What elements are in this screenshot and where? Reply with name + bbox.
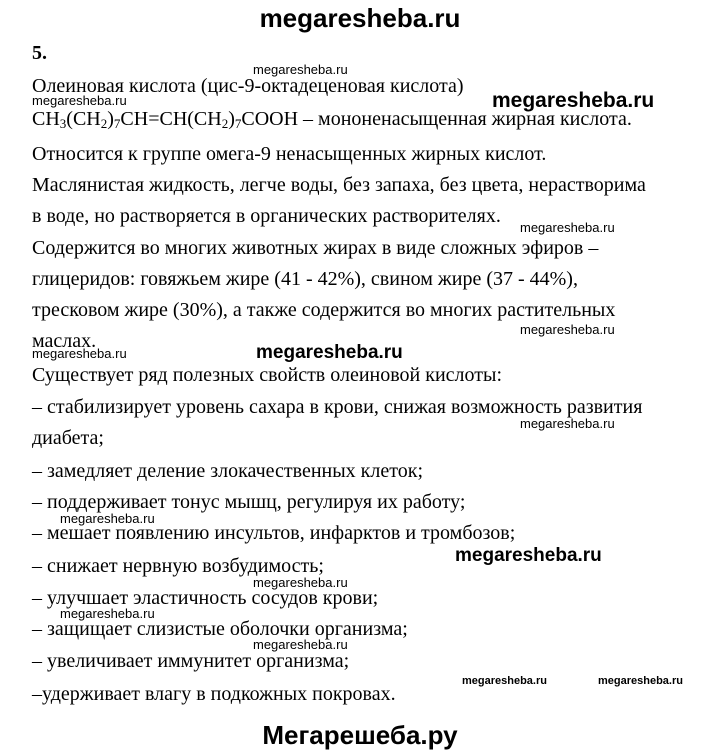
list-item: – мешает появлению инсультов, инфарктов и тромбозов; — [32, 522, 516, 544]
formula-part: CH — [32, 108, 60, 130]
watermark: megaresheba.ru — [60, 606, 155, 621]
watermark: megaresheba.ru — [492, 89, 655, 112]
watermark: megaresheba.ru — [256, 342, 403, 363]
list-item: – снижает нервную возбудимость; — [32, 555, 324, 577]
list-item: – улучшает эластичность сосудов крови; — [32, 587, 379, 609]
watermark: megaresheba.ru — [253, 575, 348, 590]
watermark: megaresheba.ru — [253, 637, 348, 652]
text-line: Содержится во многих животных жирах в виде сложных эфиров – — [32, 237, 599, 259]
text-line: тресковом жире (30%), а также содержится во многих растительных — [32, 299, 616, 321]
list-item: – защищает слизистые оболочки организма; — [32, 618, 408, 640]
text-line: Маслянистая жидкость, легче воды, без запаха, без цвета, нерастворима — [32, 174, 646, 196]
list-item: –удерживает влагу в подкожных покровах. — [32, 683, 396, 705]
watermark: megaresheba.ru — [60, 511, 155, 526]
formula-part: COOH – мононенасыщенная жирная кислота. — [241, 108, 632, 130]
list-item: диабета; — [32, 427, 104, 449]
watermark: megaresheba.ru — [32, 93, 127, 108]
list-item: – стабилизирует уровень сахара в крови, снижая возможность развития — [32, 396, 643, 418]
text-line: Существует ряд полезных свойств олеиновой кислоты: — [32, 364, 503, 386]
formula-part: CH=CH(CH — [120, 108, 222, 130]
text-line: в воде, но растворяется в органических растворителях. — [32, 205, 501, 227]
formula-part: ) — [228, 108, 235, 130]
watermark: megaresheba.ru — [520, 220, 615, 235]
footer-title[interactable]: Мегарешеба.ру — [262, 720, 458, 750]
text-line: Относится к группе омега-9 ненасыщенных жирных кислот. — [32, 143, 547, 165]
formula-subscript: 3 — [59, 116, 67, 131]
watermark: megaresheba.ru — [598, 675, 683, 687]
formula-part: ) — [107, 108, 114, 130]
watermark: megaresheba.ru — [462, 675, 547, 687]
formula-part: (CH — [66, 108, 101, 130]
text-line: маслах. — [32, 330, 97, 352]
watermark: megaresheba.ru — [520, 322, 615, 337]
list-item: – увеличивает иммунитет организма; — [32, 650, 350, 672]
text-line: глицеридов: говяжьем жире (41 - 42%), свином жире (37 - 44%), — [32, 268, 578, 290]
watermark: megaresheba.ru — [32, 346, 127, 361]
text-line: Олеиновая кислота (цис-9-октадеценовая кислота) — [32, 75, 464, 97]
formula-subscript: 2 — [221, 116, 229, 131]
formula-subscript: 7 — [113, 116, 121, 131]
list-item: – поддерживает тонус мышц, регулируя их работу; — [32, 491, 466, 513]
formula-subscript: 2 — [100, 116, 108, 131]
watermark: megaresheba.ru — [253, 62, 348, 77]
task-number: 5. — [32, 42, 47, 64]
formula-subscript: 7 — [234, 116, 242, 131]
list-item: – замедляет деление злокачественных клеток; — [32, 460, 424, 482]
watermark: megaresheba.ru — [520, 416, 615, 431]
site-title[interactable]: megaresheba.ru — [259, 3, 461, 33]
watermark: megaresheba.ru — [455, 545, 602, 566]
